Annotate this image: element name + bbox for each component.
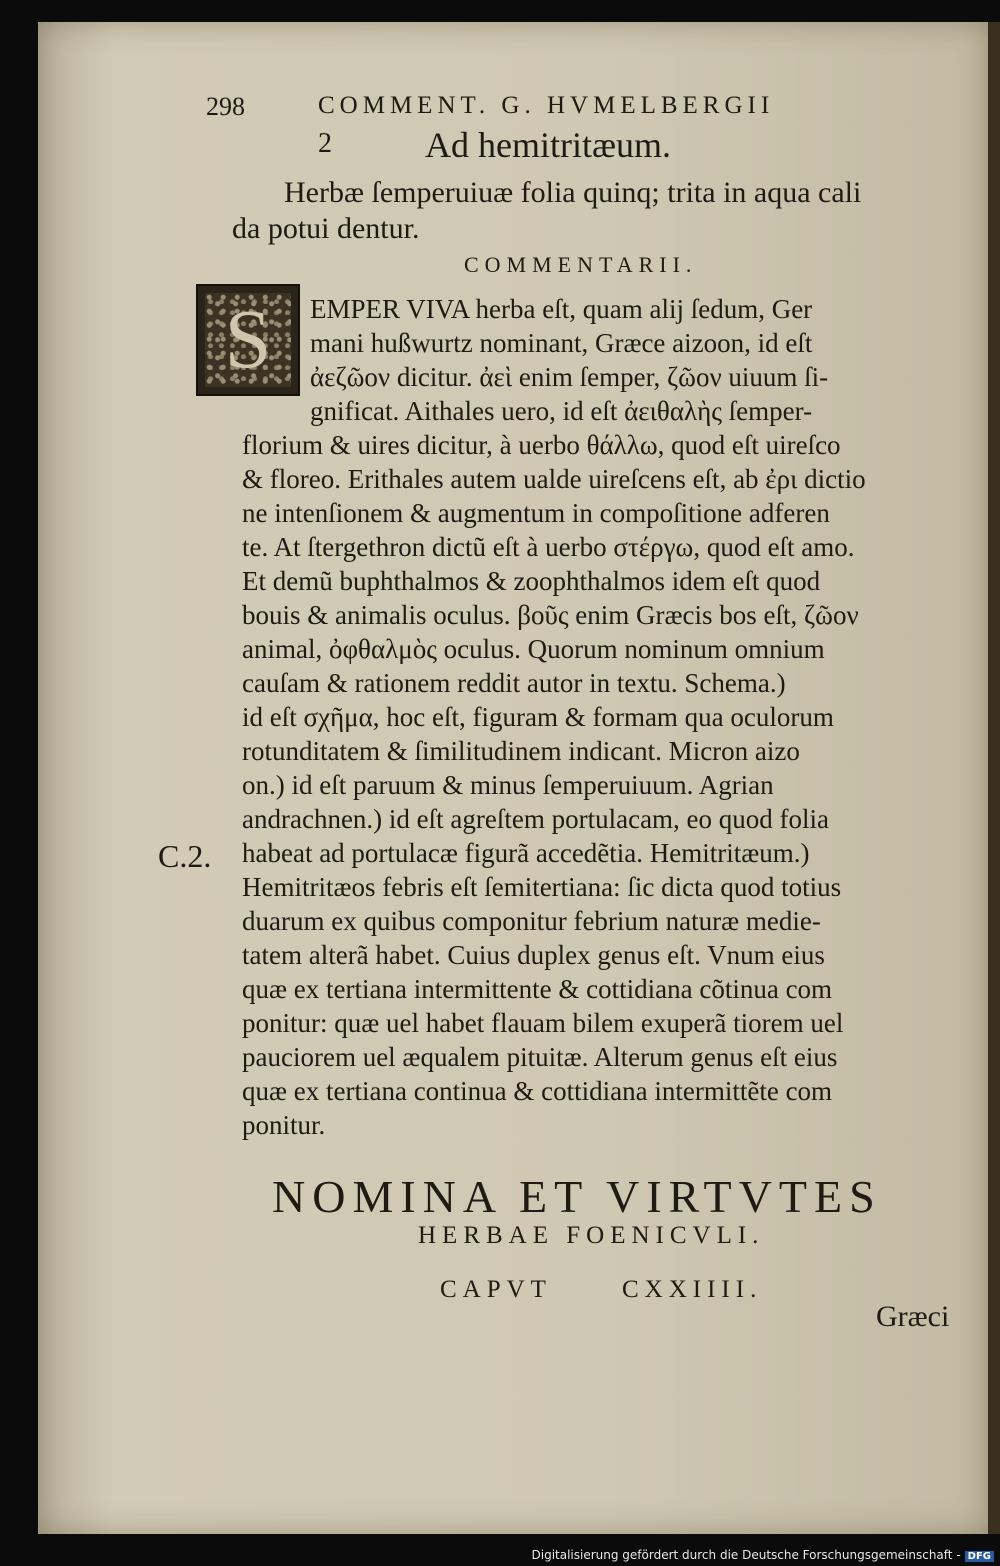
- commentary-line: ponitur.: [242, 1110, 326, 1140]
- page-edge: [988, 22, 1000, 1534]
- dfg-logo: DFG: [965, 1551, 994, 1562]
- commentary-line: habeat ad portulacæ figurã accedẽtia. Hemitritæum.): [242, 838, 810, 868]
- credit-text: Digitalisierung gefördert durch die Deutsche Forschungsgemeinschaft -: [531, 1548, 961, 1562]
- commentary-line: id eſt σχῆμα, hoc eſt, figuram & formam qua oculorum: [242, 702, 834, 732]
- commentary-line: Hemitritæos febris eſt ſemitertiana: ſic dicta quod totius: [242, 872, 842, 902]
- caput-number: CXXIIII.: [622, 1276, 763, 1303]
- digitization-credit: [532, 1548, 995, 1562]
- commentary-line: on.) id eſt paruum & minus ſemperuiuum. Agrian: [242, 770, 774, 800]
- page-number: 298: [206, 92, 245, 121]
- commentary-line: ponitur: quæ uel habet flauam bilem exuperã tiorem uel: [242, 1008, 844, 1038]
- commentary-line: gnificat. Aithales uero, id eſt ἀειθαλὴς ſemper-: [310, 396, 813, 426]
- remedy-line-2: da potui dentur.: [232, 212, 420, 245]
- commentarii-heading: COMMENTARII.: [464, 252, 698, 277]
- initial-letter: S: [224, 293, 272, 386]
- commentary-line: bouis & animalis oculus. βοῦς enim Græcis bos eſt, ζῶον: [242, 600, 859, 630]
- commentary-line: ἀεζῶον dicitur. ἀεὶ enim ſemper, ζῶον uiuum ſi-: [310, 362, 829, 392]
- decorated-initial: [196, 284, 300, 396]
- commentary-line: quæ ex tertiana intermittente & cottidiana cõtinua com: [242, 974, 833, 1004]
- caput-label: CAPVT: [440, 1276, 552, 1303]
- commentary-line: florium & uires dicitur, à uerbo θάλλω, quod eſt uireſco: [242, 430, 841, 460]
- commentary-line: EMPER VIVA herba eſt, quam alij ſedum, Ger: [310, 294, 813, 324]
- commentary-line: quæ ex tertiana continua & cottidiana intermittẽte com: [242, 1076, 833, 1106]
- remedy-line-1: Herbæ ſemperuiuæ folia quinq; trita in aqua cali: [284, 176, 862, 209]
- commentary-line: rotunditatem & ſimilitudinem indicant. Micron aizo: [242, 736, 800, 766]
- commentary-line: duarum ex quibus componitur febrium naturæ medie-: [242, 906, 821, 936]
- commentary-line: cauſam & rationem reddit autor in textu. Schema.): [242, 668, 786, 698]
- commentary-line: te. At ſtergethron dictũ eſt à uerbo στέργω, quod eſt amo.: [242, 532, 855, 562]
- commentary-line: & floreo. Erithales autem ualde uireſcens eſt, ab ἐρι dictio: [242, 464, 866, 494]
- catchword: Græci: [876, 1300, 950, 1333]
- chapter-subtitle: HERBAE FOENICVLI.: [418, 1222, 765, 1249]
- margin-note: C.2.: [158, 838, 212, 874]
- section-title: Ad hemitritæum.: [425, 125, 671, 165]
- section-number: 2: [318, 128, 332, 159]
- commentary-line: andrachnen.) id eſt agreſtem portulacam, eo quod folia: [242, 804, 830, 834]
- running-title: COMMENT. G. HVMELBERGII: [318, 92, 775, 119]
- commentary-line: pauciorem uel æqualem pituitæ. Alterum genus eſt eius: [242, 1042, 838, 1072]
- commentary-line: ne intenſionem & augmentum in compoſitione adferen: [242, 498, 830, 528]
- commentary-line: animal, ὀφθαλμὸς oculus. Quorum nominum omnium: [242, 634, 825, 664]
- commentary-line: mani hußwurtz nominant, Græce aizoon, id eſt: [310, 328, 813, 358]
- commentary-line: tatem alterã habet. Cuius duplex genus eſt. Vnum eius: [242, 940, 825, 970]
- commentary-line: Et demũ buphthalmos & zoophthalmos idem eſt quod: [242, 566, 821, 596]
- chapter-title: NOMINA ET VIRTVTES: [272, 1171, 882, 1222]
